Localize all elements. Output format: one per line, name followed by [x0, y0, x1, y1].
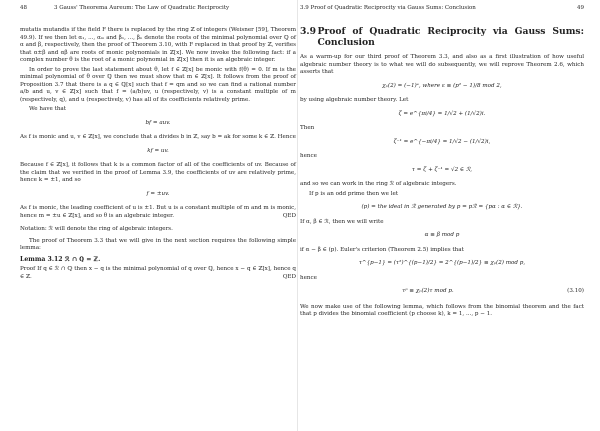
section-number: 3.9 — [300, 26, 316, 37]
paragraph — [20, 205, 296, 220]
left-running-title: 3 Gauss' Theorema Aureum: The Law of Quadratic Reciprocity — [54, 5, 230, 11]
paragraph: As f is monic and u, v ∈ ℤ[x], we conclude that a divides b in ℤ, say b = ak for some k ∈ ℤ. Hence — [20, 134, 296, 140]
equation: (p) = the ideal in ℛ generated by p = pℛ = {pα : α ∈ ℛ}. — [361, 204, 523, 210]
right-running-title: 3.9 Proof of Quadratic Reciprocity via Gauss Sums: Conclusion — [300, 5, 476, 11]
paragraph-text: As f is monic, the leading coefficient of u is ±1. But u is a constant multiple of m and m is monic, hence m = ±u ∈ ℤ[x], and so θ is an algebraic integer. — [20, 205, 296, 219]
equation: τ = ζ + ζ⁻¹ = √2 ∈ ℛ, — [411, 166, 473, 173]
right-page-body — [300, 27, 584, 321]
equation: ζ = e^{πi/4} = 1/√2 + (1/√2)i. — [398, 110, 486, 117]
equation: α ≡ β mod p — [424, 232, 460, 238]
paragraph: if α − β ∈ (p). Euler's criterion (Theorem 2.5) implies that — [300, 246, 464, 253]
right-page — [300, 0, 584, 431]
proof-text: Proof If q ∈ ℛ ∩ ℚ then x − q is the minimal polynomial of q over ℚ, hence x − q ∈ ℤ[x], hence q ∈ ℤ. — [20, 266, 296, 280]
section-title: Proof of Quadratic Reciprocity via Gauss Sums: Conclusion — [317, 26, 584, 48]
equation: kf = uv. — [147, 147, 169, 154]
equation: τ^{p−1} = (τ²)^{(p−1)/2} = 2^{(p−1)/2} ≡ χₚ(2) mod p, — [358, 260, 526, 266]
left-page-body — [20, 27, 296, 283]
left-running-head — [16, 5, 300, 13]
equation: χₚ(2) = (−1)ᵉ, where ε ≡ (p² − 1)/8 mod 2, — [382, 82, 502, 89]
equation-number: (3.10) — [567, 288, 584, 294]
paragraph: If p is an odd prime then we let — [309, 190, 399, 197]
qed-mark: QED — [282, 273, 296, 280]
paragraph: by using algebraic number theory. Let — [300, 97, 409, 103]
paragraph: Because f ∈ ℤ[x], it follows that k is a common factor of all of the coefficients of uv. Because of the claim that we verified in the proof of Lemma 3.9, the coefficients of uv are relatively prime, hence k = ±1, and so — [20, 162, 296, 183]
equation: bf = auv. — [145, 119, 171, 126]
page-gutter — [297, 0, 298, 431]
qed-mark: QED — [282, 212, 296, 219]
paragraph: The proof of Theorem 3.3 that we will give in the next section requires the following simple lemma: — [20, 237, 296, 251]
paragraph: If α, β ∈ ℛ, then we will write — [300, 218, 384, 225]
paragraph: As a warm-up for our third proof of Theorem 3.3, and also as a first illustration of how useful algebraic number theory is to what we will do subsequently, we will reprove Theorem 2.6, which asserts that — [300, 54, 584, 75]
paragraph: We have that — [29, 106, 67, 112]
section-heading — [300, 27, 584, 48]
right-running-head — [300, 5, 584, 13]
left-page-number: 48 — [20, 5, 27, 11]
paragraph: Then — [300, 125, 315, 131]
equation-body: τᵖ ≡ χₚ(2)τ mod p. — [402, 288, 454, 294]
paragraph: mutatis mutandis if the field F there is replaced by the ring ℤ of integers (Weisner [59], Theorem 49.9). If we then let α₁, ..., αₘ and β₁, ..., βₙ denote the roots of the minimal polynomial over ℚ of α and β, respectively, then the proof of Theorem 3.10, with F replaced in that proof by ℤ, verifies that α±β and αβ are roots of monic polynomials in ℤ[x]. We now invoke the following fact: if a complex number θ is the root of a monic polynomial in ℤ[x] then it is an algebraic integer. — [20, 27, 296, 63]
paragraph: In order to prove the last statement about θ, let f ∈ ℤ[x] be monic with f(θ) = 0. If m is the minimal polynomial of θ over ℚ then we must show that m ∈ ℤ[x]. It follows from the proof of Proposition 3.7 that there is a q ∈ ℚ[x] such that f = qm and so we can find a rational number a/b and u, v ∈ ℤ[x] such that f = (a/b)uv, u (respectively, v) is a constant multiple of m (respectively, q), and u (respectively, v) has all of its coefficients relatively prime. — [20, 66, 296, 103]
notation-line: Notation: ℛ will denote the ring of algebraic integers. — [20, 226, 173, 232]
paragraph: hence — [300, 153, 317, 159]
paragraph: We now make use of the following lemma, which follows from the binomial theorem and the fact that p divides the binomial coefficient (p choose k), k = 1, ..., p − 1. — [300, 303, 584, 317]
numbered-equation — [300, 288, 584, 296]
equation: ζ⁻¹ = e^{−πi/4} = 1/√2 − (1/√2)i, — [393, 138, 491, 145]
left-page — [16, 0, 300, 431]
equation: f = ±uv. — [146, 190, 170, 197]
right-page-number: 49 — [577, 5, 584, 11]
proof-paragraph — [20, 266, 296, 281]
lemma-statement: Lemma 3.12 ℛ ∩ ℚ = ℤ. — [20, 255, 101, 263]
paragraph: hence — [300, 274, 317, 281]
paragraph: and so we can work in the ring ℛ of algebraic integers. — [300, 181, 457, 187]
